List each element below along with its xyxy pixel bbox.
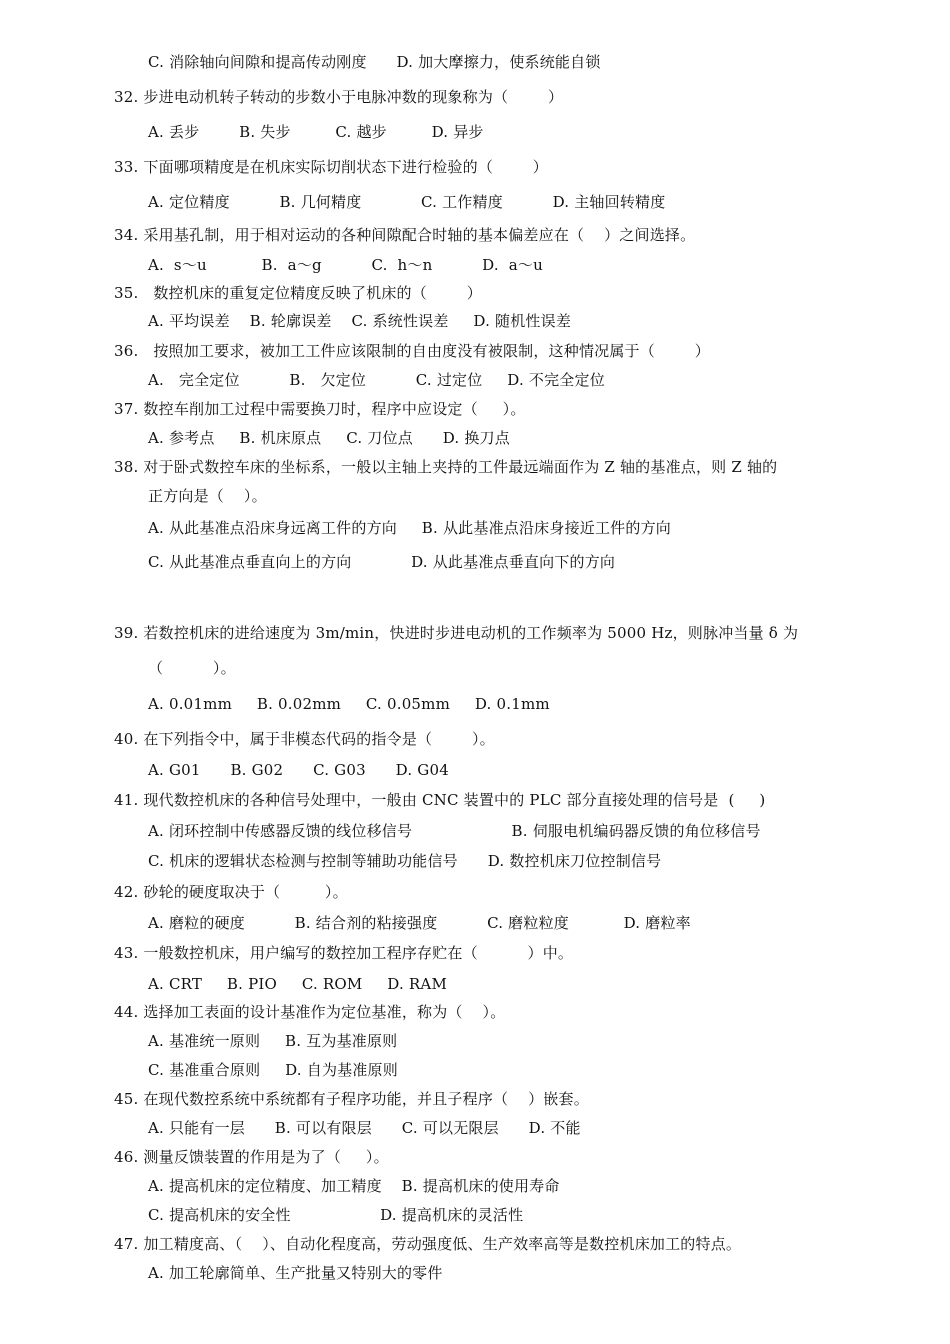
option-line: A. 0.01mm B. 0.02mm C. 0.05mm D. 0.1mm bbox=[148, 695, 550, 713]
question-line: 34. 采用基孔制，用于相对运动的各种间隙配合时轴的基本偏差应在（ ）之间选择。 bbox=[114, 226, 696, 244]
option-line: C. 基准重合原则 D. 自为基准原则 bbox=[148, 1061, 398, 1079]
question-line: 44. 选择加工表面的设计基准作为定位基准，称为（ ）。 bbox=[114, 1003, 506, 1021]
option-line: A. 平均误差 B. 轮廓误差 C. 系统性误差 D. 随机性误差 bbox=[148, 312, 572, 330]
option-line: C. 从此基准点垂直向上的方向 D. 从此基准点垂直向下的方向 bbox=[148, 553, 616, 571]
option-line: C. 消除轴向间隙和提高传动刚度 D. 加大摩擦力，使系统能自锁 bbox=[148, 53, 601, 71]
option-line: A. 只能有一层 B. 可以有限层 C. 可以无限层 D. 不能 bbox=[148, 1119, 581, 1137]
option-line: A. 加工轮廓简单、生产批量又特别大的零件 bbox=[148, 1264, 443, 1282]
question-line: 33. 下面哪项精度是在机床实际切削状态下进行检验的（ ） bbox=[114, 158, 548, 176]
question-line: 45. 在现代数控系统中系统都有子程序功能，并且子程序（ ）嵌套。 bbox=[114, 1090, 589, 1108]
option-line: A. s～u B. a～g C. h～n D. a～u bbox=[148, 256, 543, 274]
option-line: A. 闭环控制中传感器反馈的线位移信号 B. 伺服电机编码器反馈的角位移信号 bbox=[148, 822, 761, 840]
option-line: A. 提高机床的定位精度、加工精度 B. 提高机床的使用寿命 bbox=[148, 1177, 560, 1195]
option-line: A. CRT B. PIO C. ROM D. RAM bbox=[148, 975, 448, 993]
question-line: 42. 砂轮的硬度取决于（ ）。 bbox=[114, 883, 348, 901]
option-line: A. 从此基准点沿床身远离工件的方向 B. 从此基准点沿床身接近工件的方向 bbox=[148, 519, 671, 537]
question-line: 36. 按照加工要求，被加工工件应该限制的自由度没有被限制，这种情况属于（ ） bbox=[114, 342, 710, 360]
question-line: 46. 测量反馈装置的作用是为了（ ）。 bbox=[114, 1148, 389, 1166]
option-line: A. 基准统一原则 B. 互为基准原则 bbox=[148, 1032, 398, 1050]
option-line: A. 磨粒的硬度 B. 结合剂的粘接强度 C. 磨粒粒度 D. 磨粒率 bbox=[148, 914, 691, 932]
option-line: C. 提高机床的安全性 D. 提高机床的灵活性 bbox=[148, 1206, 524, 1224]
question-line: 35. 数控机床的重复定位精度反映了机床的（ ） bbox=[114, 284, 482, 302]
question-line: 43. 一般数控机床，用户编写的数控加工程序存贮在（ ）中。 bbox=[114, 944, 574, 962]
question-line: 32. 步进电动机转子转动的步数小于电脉冲数的现象称为（ ） bbox=[114, 88, 564, 106]
option-line: （ ）。 bbox=[148, 659, 236, 677]
option-line: A. G01 B. G02 C. G03 D. G04 bbox=[148, 761, 449, 779]
option-line: C. 机床的逻辑状态检测与控制等辅助功能信号 D. 数控机床刀位控制信号 bbox=[148, 852, 662, 870]
option-line: A. 参考点 B. 机床原点 C. 刀位点 D. 换刀点 bbox=[148, 429, 510, 447]
option-line: 正方向是（ ）。 bbox=[148, 487, 267, 505]
question-line: 37. 数控车削加工过程中需要换刀时，程序中应设定（ ）。 bbox=[114, 400, 526, 418]
question-line: 47. 加工精度高、（ ）、自动化程度高，劳动强度低、生产效率高等是数控机床加工的特点。 bbox=[114, 1235, 742, 1253]
question-line: 39. 若数控机床的进给速度为 3m/min，快进时步进电动机的工作频率为 5000 Hz，则脉冲当量 δ 为 bbox=[114, 624, 799, 642]
option-line: A. 丢步 B. 失步 C. 越步 D. 异步 bbox=[148, 123, 484, 141]
question-line: 41. 现代数控机床的各种信号处理中，一般由 CNC 装置中的 PLC 部分直接处理的信号是 ( ) bbox=[114, 791, 766, 809]
option-line: A. 完全定位 B. 欠定位 C. 过定位 D. 不完全定位 bbox=[148, 371, 605, 389]
question-line: 40. 在下列指令中，属于非模态代码的指令是（ ）。 bbox=[114, 730, 495, 748]
option-line: A. 定位精度 B. 几何精度 C. 工作精度 D. 主轴回转精度 bbox=[148, 193, 666, 211]
question-line: 38. 对于卧式数控车床的坐标系，一般以主轴上夹持的工件最远端面作为 Z 轴的基准点，则 Z 轴的 bbox=[114, 458, 778, 476]
